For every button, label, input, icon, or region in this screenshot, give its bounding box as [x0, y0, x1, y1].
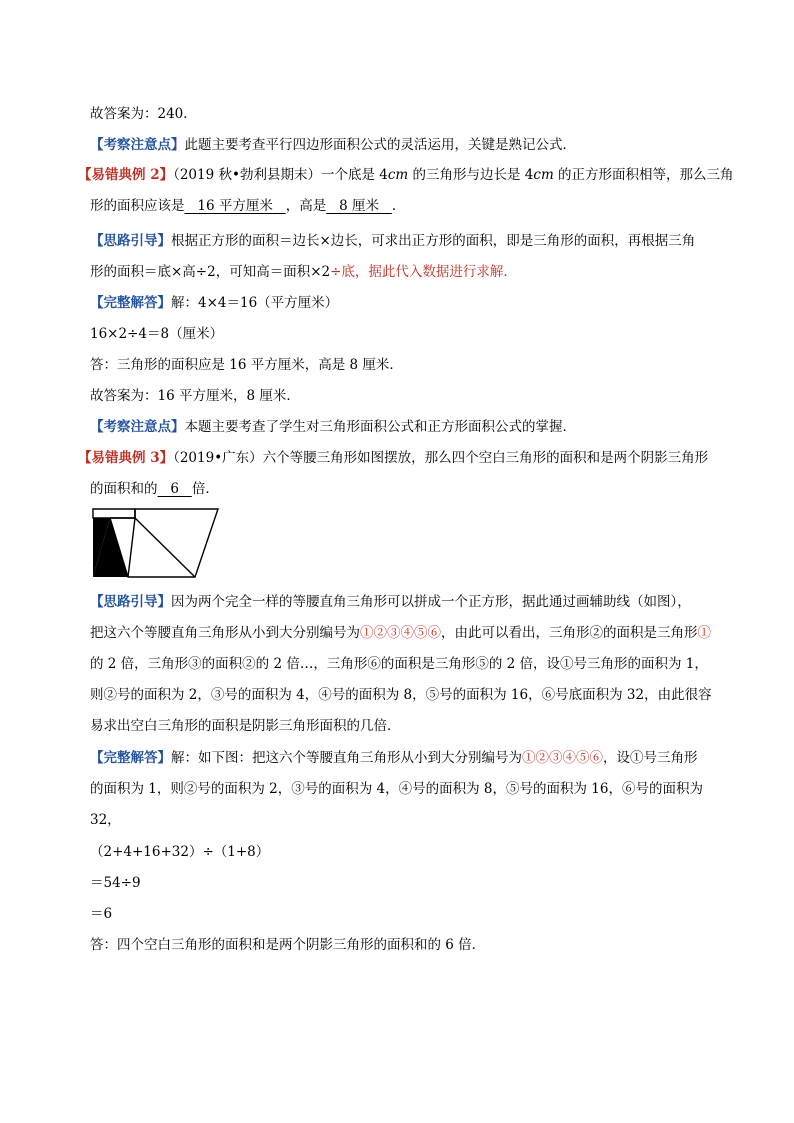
- answer-blank: 6: [157, 481, 192, 497]
- text-line: ＝6: [90, 906, 113, 922]
- tag-yicuo-2: 【易错典例 2】: [78, 167, 174, 183]
- tag-kaocha: 【考察注意点】: [90, 137, 185, 153]
- text-line: 【易错典例 3】（2019•广东）六个等腰三角形如图摆放，那么四个空白三角形的面积和是两个阴影三角形: [78, 450, 709, 466]
- tag-yicuo-3: 【易错典例 3】: [78, 450, 174, 466]
- text-line: 故答案为：16 平方厘米，8 厘米．: [90, 388, 300, 404]
- tag-wanzheng: 【完整解答】: [90, 295, 171, 311]
- tag-silu: 【思路引导】: [90, 594, 171, 610]
- text-line: 32，: [90, 812, 121, 828]
- text-line: 的 2 倍，三角形③的面积②的 2 倍…，三角形⑥的面积是三角形⑤的 2 倍，设①号三角形的面积为 1，: [90, 656, 708, 672]
- tag-kaocha: 【考察注意点】: [90, 419, 185, 435]
- text-line: 【思路引导】根据正方形的面积＝边长×边长，可求出正方形的面积，即是三角形的面积，再根据三角: [90, 233, 696, 249]
- text-line: 16×2÷4＝8（厘米）: [90, 326, 224, 342]
- text-line: 形的面积＝底×高÷2，可知高＝面积×2÷底，据此代入数据进行求解.: [90, 264, 508, 280]
- text-line: 【思路引导】因为两个完全一样的等腰直角三角形可以拼成一个正方形，据此通过画辅助线（如图），: [90, 594, 691, 610]
- answer-blank: 8 厘米: [326, 198, 392, 214]
- text-line: 【完整解答】解：4×4＝16（平方厘米）: [90, 295, 339, 311]
- text-line: 答：四个空白三角形的面积和是两个阴影三角形的面积和的 6 倍．: [90, 937, 486, 953]
- answer-blank: 16 平方厘米: [184, 198, 286, 214]
- text-line: 形的面积应该是 16 平方厘米 ，高是 8 厘米 ．: [90, 198, 406, 214]
- text-line: 的面积为 1，则②号的面积为 2，③号的面积为 4，④号的面积为 8，⑤号的面积为 16，⑥号的面积为: [90, 781, 703, 797]
- text-line: 故答案为：240．: [90, 106, 197, 122]
- text-line: 【考察注意点】此题主要考查平行四边形面积公式的灵活运用，关键是熟记公式．: [90, 137, 576, 153]
- text-line: （2+4+16+32）÷（1+8）: [90, 844, 270, 860]
- text-line: 的面积和的 6 倍．: [90, 481, 219, 497]
- text-line: 答：三角形的面积应是 16 平方厘米，高是 8 厘米．: [90, 357, 403, 373]
- text-line: 【考察注意点】本题主要考查了学生对三角形面积公式和正方形面积公式的掌握．: [90, 419, 576, 435]
- text-line: 则②号的面积为 2，③号的面积为 4，④号的面积为 8，⑤号的面积为 16，⑥号底面积为 32，由此很容: [90, 687, 712, 703]
- text-line: ＝54÷9: [90, 875, 141, 891]
- text-line: 【易错典例 2】（2019 秋•勃利县期末）一个底是 4cm 的三角形与边长是 4cm 的正方形面积相等，那么三角: [78, 167, 734, 183]
- tag-silu: 【思路引导】: [90, 233, 171, 249]
- text-line: 【完整解答】解：如下图：把这六个等腰直角三角形从小到大分别编号为①②③④⑤⑥，设①号三角形: [90, 750, 698, 766]
- text-line: 把这六个等腰直角三角形从小到大分别编号为①②③④⑤⑥，由此可以看出，三角形②的面积是三角形①: [90, 625, 711, 641]
- text-line: 易求出空白三角形的面积是阴影三角形面积的几倍．: [90, 718, 401, 734]
- triangles-figure: [90, 506, 220, 580]
- tag-wanzheng: 【完整解答】: [90, 750, 171, 766]
